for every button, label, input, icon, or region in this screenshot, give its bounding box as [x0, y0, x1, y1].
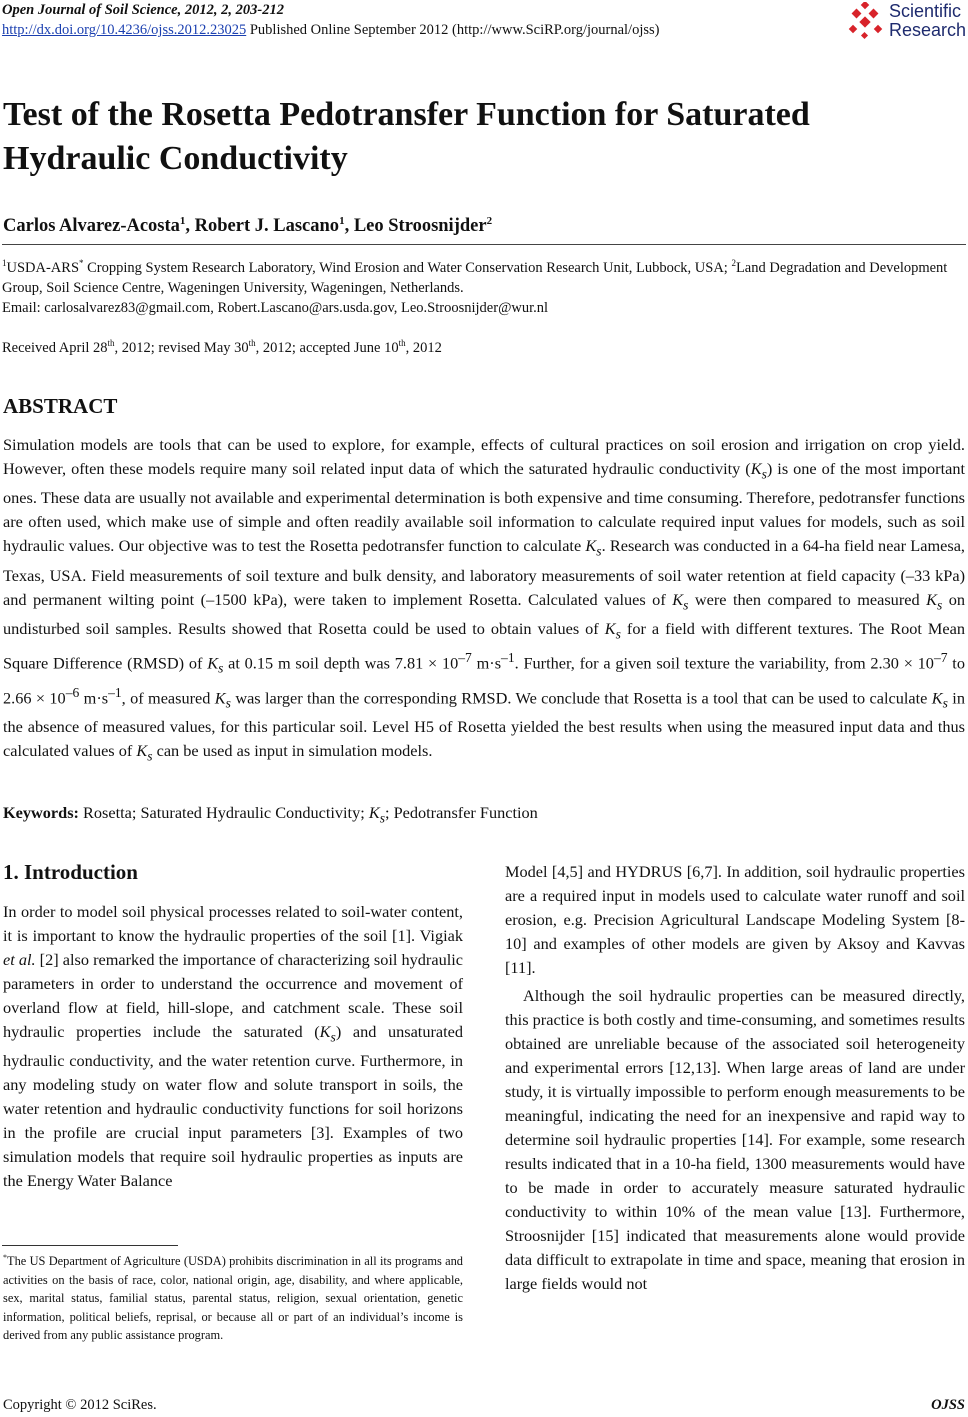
paper-title: Test of the Rosetta Pedotransfer Function for Saturated Hydraulic Conductivity [3, 96, 810, 177]
symbol-s: s [615, 626, 621, 641]
keywords-label: Keywords: [3, 803, 79, 822]
symbol-s: s [596, 543, 602, 559]
symbol-s: s [942, 695, 948, 711]
abstract-text: Simulation models are tools that can be used to explore, for example, effects of cultural practices on soil erosion and irrigation on crop yield. However, often these models require many soil related input data of which the saturated hydraulic conductivity ( [3, 435, 965, 478]
author-name: Leo Stroosnijder [353, 216, 487, 237]
paragraph: Model [4,5] and HYDRUS [6,7]. In addition, soil hydraulic properties are a required input in models used to calculate water runoff and soil erosion, e.g. Precision Agricultural Landscape Modeling System [8-10] and examples of other models are given by Aksoy and Kavvas [11]. [505, 862, 965, 977]
abstract-text: m·s [79, 688, 109, 708]
abstract-text: to 2.66 × 10 [3, 653, 965, 708]
affil-sup: 1 [2, 258, 7, 268]
abstract-text: on undisturbed soil samples. Results showed that Rosetta could be used to obtain values of [3, 589, 965, 638]
header-rule [2, 244, 966, 245]
footnote-mark: * [3, 1253, 7, 1262]
received-text: , 2012 [405, 339, 442, 356]
body-text: ) and unsaturated hydraulic conductivity, and the water retention curve. Furthermore, in any modeling study on water flow and solute transport in soils, the water retention and hydraulic conductivity functions for soil horizons in the profile are crucial input parameters [3]. Examples of two simulation models that require soil hydraulic properties as inputs are the Energy Water Balance [3, 1022, 464, 1191]
email-line: Email: carlosalvarez83@gmail.com, Robert.Lascano@ars.usda.gov, Leo.Stroosnijder@wur.nl [2, 299, 549, 316]
symbol-s: s [683, 596, 689, 612]
exponent: –1 [501, 650, 515, 665]
affil-text: USDA-ARS [6, 259, 80, 276]
abstract-text: ) is one of the most important ones. These data are usually not available and experimental determination is both expensive and time consuming. Therefore, pedotransfer functions are often used, which make use of simple and often readily available soil information to calculate required input values for models, such as soil hydraulic values. Our objective was to test the Rosetta pedotransfer function to calculate [3, 459, 965, 556]
footnote-rule [2, 1245, 178, 1246]
journal-citation [2, 2, 284, 19]
author-name: Carlos Alvarez-Acosta [3, 216, 180, 237]
received-text: , 2012; revised May 30 [114, 339, 249, 356]
published-info: Published Online September 2012 (http://www.SciRP.org/journal/ojss) [246, 22, 660, 38]
doi-link[interactable]: http://dx.doi.org/10.4236/ojss.2012.23025 [2, 22, 247, 38]
affil-sup: 2 [731, 258, 736, 268]
section-heading: 1. Introduction [3, 860, 138, 884]
keywords-text: Rosetta; Saturated Hydraulic Conductivity; [78, 803, 369, 822]
abstract-text: in the absence of measured values, for this particular soil. Level H5 of Rosetta yielded the best results when using the measured input data and thus calculated values of [3, 688, 965, 761]
exponent: –1 [108, 684, 122, 700]
symbol-k: K [672, 589, 684, 609]
body-text: [2] also remarked the importance of characterizing soil hydraulic parameters in order to understand the occurrence and movement of overland flow at field, hill-slope, and catchment scale. These soil hydraulic properties include the saturated ( [3, 950, 463, 1041]
symbol-s: s [218, 660, 224, 676]
abstract-text: can be used as input in simulation models. [152, 741, 433, 761]
paragraph: Although the soil hydraulic properties can be measured directly, this practice is both costly and time-consuming, and sometimes results obtained are unreliable because of the associated soil heterogeneity and experimental errors [12,13]. When large areas of land are under study, it is virtually impossible to perform enough measurements to be meaningful, indicating the need for an inexpensive and rapid way to determine soil hydraulic properties [14]. For example, some research results indicated that in a 10-ha field, 1300 measurements would have to be made in order to accurately measure saturated hydraulic conductivity to within 10% of the mean value [13]. Furthermore, Stroosnijder [15] indicated that measurements alone would provide data difficult to extrapolate in time and space, meaning that erosion in large fields would not [505, 986, 965, 1293]
footnote-text: The US Department of Agriculture (USDA) prohibits discrimination in all its programs and activities on the basis of race, color, national origin, age, disability, and where applicable, sex, marital status, familial status, parental status, religion, sexual orientation, genetic information, political beliefs, reprisal, or because all or part of an individual’s income is derived from any public assistance program. [3, 1254, 463, 1343]
symbol-k: K [368, 803, 380, 822]
intro-column-right [505, 860, 965, 1296]
abstract-text: were then compared to measured [688, 589, 927, 609]
journal-volume: , 2012, 2, 203-212 [177, 2, 284, 18]
symbol-k: K [931, 688, 943, 708]
symbol-k: K [926, 589, 937, 609]
author-affil: 1 [339, 215, 345, 227]
symbol-k: K [750, 459, 762, 478]
abstract-body [3, 433, 965, 769]
exponent: –6 [65, 684, 80, 700]
doi-line [2, 22, 659, 39]
symbol-s: s [147, 748, 153, 764]
symbol-s: s [761, 466, 767, 482]
abstract-heading: ABSTRACT [3, 394, 118, 418]
abstract-text: for a field with different textures. The Root Mean Square Difference (RMSD) of [3, 618, 965, 673]
logo-mark-icon [848, 2, 886, 42]
received-dates [2, 338, 442, 357]
affiliations [2, 253, 966, 318]
journal-abbreviation: OJSS [931, 1397, 965, 1413]
affil-star: * [79, 258, 84, 268]
received-text: , 2012; accepted June 10 [255, 339, 399, 356]
footnote [3, 1249, 463, 1345]
body-text: In order to model soil physical processes related to soil-water content, it is important to know the hydraulic properties of the soil [1]. Vigiak [3, 902, 463, 945]
citation-etal: et al. [3, 950, 36, 969]
logo-line-2: Research [889, 20, 967, 40]
ordinal: th [398, 338, 406, 348]
received-text: Received April 28 [2, 339, 108, 356]
logo-text [889, 2, 966, 40]
keywords-text: ; Pedotransfer Function [384, 803, 538, 822]
symbol-k: K [214, 688, 226, 708]
abstract-text: was larger than the corresponding RMSD. We conclude that Rosetta is a tool that can be used to calculate [230, 688, 932, 708]
exponent: –7 [933, 650, 948, 665]
symbol-s: s [225, 695, 231, 711]
abstract-text: at 0.15 m soil depth was 7.81 × 10 [223, 653, 459, 673]
author-name: Robert J. Lascano [194, 216, 340, 237]
exponent: –7 [458, 650, 472, 665]
author-list: Carlos Alvarez-Acosta$^1$, Robert J. Lascano$^1$, Leo Stroosnijder$^2$ [3, 215, 493, 237]
abstract-text: , of measured [121, 688, 215, 708]
ordinal: th [107, 338, 115, 348]
symbol-k: K [207, 653, 219, 673]
author-affil: 1 [179, 215, 186, 227]
symbol-k: K [319, 1022, 331, 1041]
author-affil: 2 [486, 215, 493, 227]
journal-name: Open Journal of Soil Science [2, 2, 178, 18]
ordinal: th [248, 338, 256, 348]
affil-text: Cropping System Research Laboratory, Wind Erosion and Water Conservation Research Unit, Lubbock, USA; [83, 259, 732, 276]
symbol-s: s [936, 596, 943, 612]
keywords [3, 803, 538, 826]
symbol-s: s [330, 1029, 336, 1045]
abstract-text: . Research was conducted in a 64-ha field near Lamesa, Texas, USA. Field measurements of soil texture and bulk density, and laboratory measurements of soil water retention at field capacity (–33 kPa) and permanent wilting point (–1500 kPa), were taken to implement Rosetta. Calculated values of [3, 536, 965, 609]
intro-column-left [3, 900, 463, 1193]
affil-text: Land Degradation and Development Group, Soil Science Centre, Wageningen University, Wageningen, Netherlands. [2, 259, 948, 296]
symbol-k: K [604, 618, 616, 638]
symbol-k: K [136, 741, 148, 761]
symbol-s: s [379, 810, 385, 826]
symbol-k: K [585, 536, 597, 556]
abstract-text: m·s [471, 653, 502, 673]
logo-line-1: Scientific [889, 1, 962, 21]
abstract-text: . Further, for a given soil texture the variability, from 2.30 × 10 [514, 653, 934, 673]
publisher-logo [848, 0, 968, 44]
copyright: Copyright © 2012 SciRes. [3, 1397, 157, 1413]
